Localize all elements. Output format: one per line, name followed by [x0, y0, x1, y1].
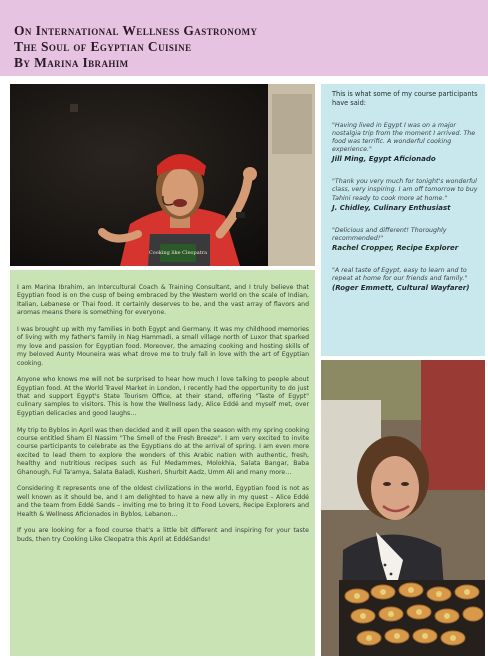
headline-title: The Soul of Egyptian Cuisine — [14, 39, 192, 54]
article-paragraph: I was brought up with my families in both Egypt and Germany. It was my childhood memories of living with my father's family in Nag Hammadi, a small village north of Luxor that sparked my love and passion for Egyptian food. Moreover, the amazing cooking and hosting skills of my beloved Aunty Mouneira was what drove me to truly fall in love with the art of Egyptian cooking. — [17, 325, 309, 367]
byline: By Marina Ibrahim — [14, 55, 129, 70]
article-paragraph: If you are looking for a food course that's a little bit different and inspiring for your taste buds, then try Cooking Like Cleopatra this April at EddéSands! — [17, 527, 309, 543]
article-header — [0, 0, 488, 76]
pastries-photo — [321, 360, 485, 656]
testimonial — [332, 267, 480, 293]
article-paragraph: Considering it represents one of the oldest civilizations in the world, Egyptian food is not as well known as it should be, and I am delighted to have a new ally in my quest – Alice Eddé and the team from Eddé Sands – inviting me to bring it to Food Lovers, Recipe Explorers and Health & Wellness Aficionados in Byblos, Lebanon… — [17, 485, 309, 518]
testimonial-author: Jill Ming, Egypt Aficionado — [332, 155, 436, 164]
chef-photo-illustration — [10, 84, 315, 266]
article-body — [17, 284, 309, 552]
testimonials-intro: This is what some of my course participants have said: — [332, 90, 478, 107]
testimonial-quote: "Having lived in Egypt I was on a major nostalgia trip from the moment I arrived. The food was terrific. A wonderful cooking experience." — [332, 122, 476, 154]
article-paragraph: Anyone who knows me will not be surprised to hear how much I love talking to people about Egyptian food. At the World Travel Market in London, I recently had the opportunity to do just that and support Egypt's State Tourism Office, at their stand, offering "Taste of Egypt" culinary samples to visitors. This is how the Wellness lady, Alice Eddé and myself met, over Egyptian delicacies and good laughs… — [17, 376, 309, 417]
testimonial-author: (Roger Emmett, Cultural Wayfarer) — [332, 284, 470, 293]
testimonials-box — [321, 84, 485, 356]
testimonial-quote: "Delicious and different! Thoroughly recommended!" — [332, 226, 447, 242]
testimonial-quote: "Thank you very much for tonight's wonderful class, very inspiring. I am off tomorrow to buy Tahini ready to cook more at home." — [332, 178, 478, 202]
apron-label: Cooking like Cleopatra — [148, 250, 208, 256]
headline-topic: On International Wellness Gastronomy — [14, 23, 258, 38]
article-paragraph: My trip to Byblos in April was then decided and it will open the season with my spring cooking course entitled Sham El Nassim "The Smell of the Fresh Breeze". I am very excited to invite course participants to celebrate as the Egyptians do at the arrival of spring. I am even more excited to lead them to explore the wonders of this Arabic nation with authentic, fresh, healthy and nutritious recipes such as Ful Medammes, Molokhia, Salata Bangar, Baba Ghanough, Ful Ta'amya, Salata Baladi, Kusheri, Shurbit Aadz, Umm Ali and many more… — [17, 426, 309, 476]
testimonial — [332, 178, 480, 212]
testimonial-quote: "A real taste of Egypt, easy to learn and to repeat at home for our friends and family." — [332, 266, 468, 282]
article-paragraph: I am Marina Ibrahim, an Intercultural Coach & Training Consultant, and I truly believe that Egyptian food is on the cusp of being embraced by the Western world on the scale of Indian, Italian, Lebanese or Thai food. It certainly deserves to be, and the vast array of flavors and aromas means there is something for everyone. — [17, 284, 309, 317]
testimonial — [332, 122, 480, 164]
article-body-box — [10, 270, 315, 656]
chef-photo — [10, 84, 315, 266]
pastries-photo-illustration — [321, 360, 485, 656]
testimonial-author: J. Chidley, Culinary Enthusiast — [332, 203, 451, 212]
testimonial-author: Rachel Cropper, Recipe Explorer — [332, 243, 459, 252]
testimonial — [332, 227, 480, 253]
